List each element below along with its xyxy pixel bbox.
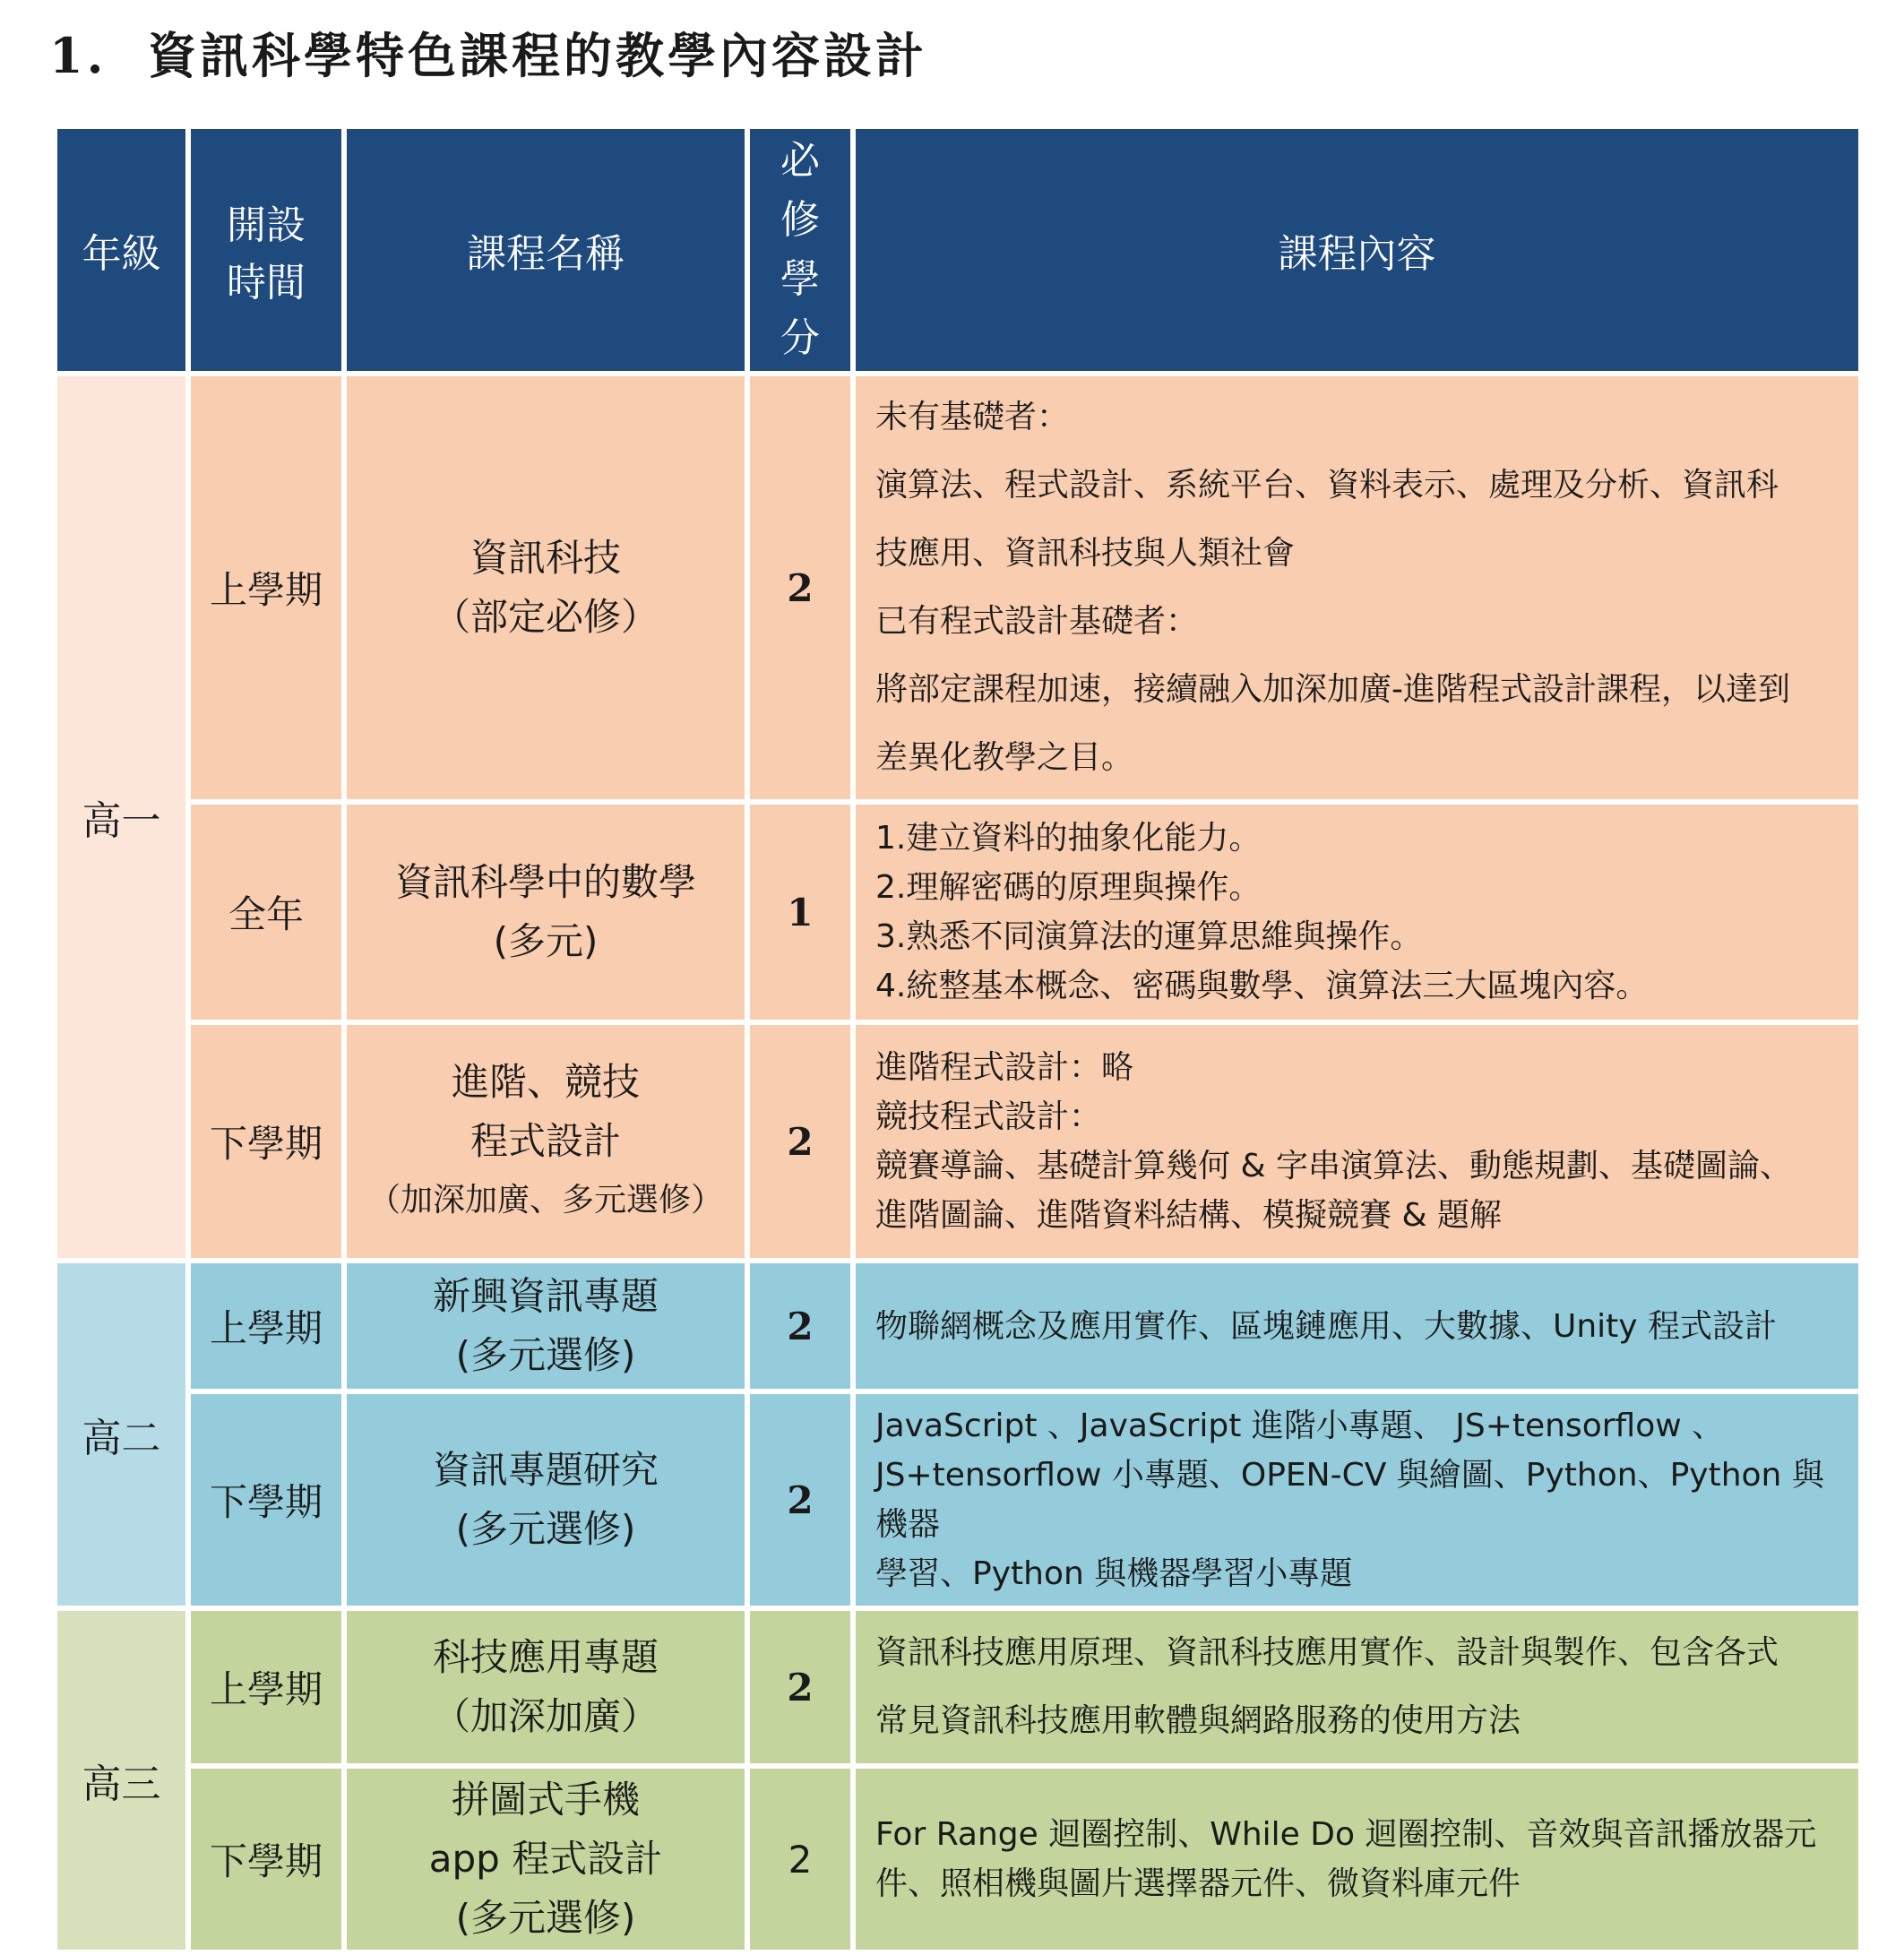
course-name-line: (多元) <box>493 919 599 963</box>
content-line: 未有基礎者： <box>875 399 1070 435</box>
course-name-cell <box>347 1769 745 1950</box>
content-line: For Range 迴圈控制、While Do 迴圈控制、音效與音訊播放器元 <box>875 1816 1817 1853</box>
table-row <box>57 1263 1858 1389</box>
course-name-cell <box>347 1263 745 1389</box>
header-credit-char: 學 <box>780 256 820 302</box>
content-line: 已有程式設計基礎者： <box>875 603 1199 640</box>
content-line: 3.熟悉不同演算法的運算思維與操作。 <box>875 918 1423 955</box>
term-cell: 上學期 <box>191 1263 341 1389</box>
table-row <box>57 805 1858 1020</box>
content-line: 差異化教學之目。 <box>875 739 1134 776</box>
header-term-line: 時間 <box>227 260 306 306</box>
content-line: JavaScript 、JavaScript 進階小專題、 JS+tensorflow 、 <box>875 1408 1725 1444</box>
header-credit-char: 必 <box>780 138 820 184</box>
table-row <box>57 1394 1858 1606</box>
term-cell: 下學期 <box>191 1025 341 1258</box>
course-name-line: （部定必修） <box>432 595 659 639</box>
course-name-cell <box>347 376 745 799</box>
course-name-cell <box>347 1025 745 1258</box>
content-line: 物聯網概念及應用實作、區塊鏈應用、大數據、Unity 程式設計 <box>875 1307 1778 1345</box>
content-line: 資訊科技應用原理、資訊科技應用實作、設計與製作、包含各式 <box>875 1634 1779 1671</box>
page-heading <box>49 18 927 87</box>
content-line: 將部定課程加速，接續融入加深加廣-進階程式設計課程，以達到 <box>875 671 1790 708</box>
heading-number: 1. <box>49 27 108 84</box>
content-line: 件、照相機與圖片選擇器元件、微資料庫元件 <box>875 1865 1521 1902</box>
course-name-cell <box>347 805 745 1020</box>
course-name-cell <box>347 1611 745 1763</box>
header-course-name: 課程名稱 <box>347 129 745 371</box>
content-line: 進階程式設計：略 <box>875 1049 1134 1086</box>
content-line: 演算法、程式設計、系統平台、資料表示、處理及分析、資訊科 <box>875 467 1779 504</box>
header-term-line: 開設 <box>227 202 306 248</box>
header-credit <box>750 129 850 371</box>
term-cell: 上學期 <box>191 1611 341 1763</box>
content-line: 1.建立資料的抽象化能力。 <box>875 820 1262 857</box>
content-line: 進階圖論、進階資料結構、模擬競賽 & 題解 <box>875 1197 1502 1234</box>
course-name-line: (多元選修) <box>455 1507 636 1551</box>
header-content: 課程內容 <box>856 129 1858 371</box>
term-cell: 下學期 <box>191 1394 341 1606</box>
content-cell <box>856 376 1858 799</box>
course-name-line: 資訊科技 <box>470 536 621 580</box>
course-name-line: （加深加廣、多元選修） <box>367 1182 723 1219</box>
content-line: 競技程式設計： <box>875 1098 1102 1135</box>
credit-cell: 2 <box>750 376 850 799</box>
course-table <box>52 124 1864 1955</box>
course-name-line: 資訊專題研究 <box>432 1448 659 1492</box>
course-name-line: (多元選修) <box>455 1333 636 1377</box>
content-line: 4.統整基本概念、密碼與數學、演算法三大區塊內容。 <box>875 968 1649 1004</box>
content-line: 學習、Python 與機器學習小專題 <box>875 1555 1353 1592</box>
content-line: 常見資訊科技應用軟體與網路服務的使用方法 <box>875 1702 1521 1739</box>
term-cell: 下學期 <box>191 1769 341 1950</box>
grade-cell: 高一 <box>57 376 185 1258</box>
content-line: JS+tensorflow 小專題、OPEN-CV 與繪圖、Python、Python 與機器 <box>875 1457 1824 1543</box>
header-term <box>191 129 341 371</box>
content-cell <box>856 1025 1858 1258</box>
course-name-line: 拼圖式手機 <box>451 1778 640 1822</box>
header-grade: 年級 <box>57 129 185 371</box>
credit-cell: 1 <box>750 805 850 1020</box>
table-row <box>57 1769 1858 1950</box>
course-name-line: 科技應用專題 <box>432 1635 659 1679</box>
credit-cell: 2 <box>750 1611 850 1763</box>
header-credit-char: 修 <box>780 197 820 243</box>
content-line: 技應用、資訊科技與人類社會 <box>875 535 1296 572</box>
term-cell: 全年 <box>191 805 341 1020</box>
heading-title: 資訊科學特色課程的教學內容設計 <box>148 27 927 84</box>
course-name-line: 進階、競技 <box>451 1060 640 1104</box>
course-name-line: 資訊科學中的數學 <box>394 860 696 904</box>
course-name-line: 程式設計 <box>470 1119 621 1163</box>
content-line: 2.理解密碼的原理與操作。 <box>875 869 1262 906</box>
course-name-line: app 程式設計 <box>428 1837 663 1881</box>
content-cell <box>856 1611 1858 1763</box>
course-name-line: （加深加廣） <box>432 1694 659 1738</box>
credit-cell: 2 <box>750 1025 850 1258</box>
credit-cell: 2 <box>750 1769 850 1950</box>
table-row <box>57 376 1858 799</box>
term-cell: 上學期 <box>191 376 341 799</box>
content-cell <box>856 1394 1858 1606</box>
course-name-line: (多元選修) <box>455 1896 636 1940</box>
header-credit-char: 分 <box>780 315 820 361</box>
course-name-cell <box>347 1394 745 1606</box>
course-name-line: 新興資訊專題 <box>432 1274 659 1318</box>
grade-cell: 高二 <box>57 1263 185 1606</box>
credit-cell: 2 <box>750 1263 850 1389</box>
content-cell <box>856 805 1858 1020</box>
table-row <box>57 1025 1858 1258</box>
credit-cell: 2 <box>750 1394 850 1606</box>
header-row <box>57 129 1858 371</box>
content-cell <box>856 1769 1858 1950</box>
content-cell <box>856 1263 1858 1389</box>
grade-cell: 高三 <box>57 1611 185 1950</box>
table-row <box>57 1611 1858 1763</box>
content-line: 競賽導論、基礎計算幾何 & 字串演算法、動態規劃、基礎圖論、 <box>875 1148 1792 1184</box>
